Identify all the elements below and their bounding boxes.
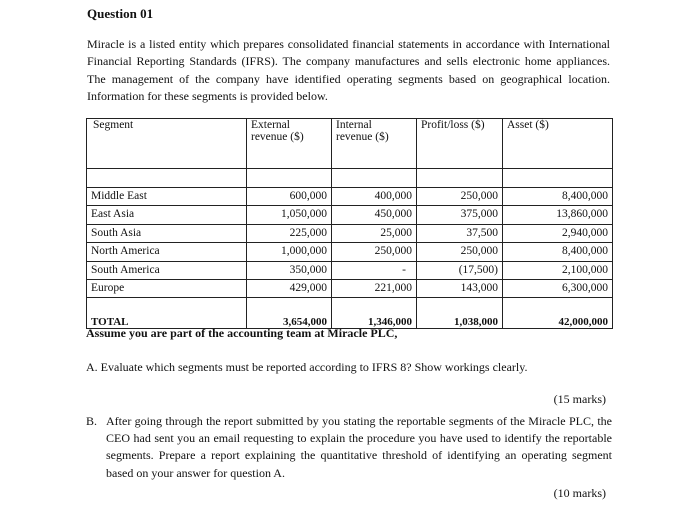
cell-profit: 250,000 [417,188,503,206]
total-internal: 1,346,000 [332,316,417,329]
cell-asset: 8,400,000 [503,188,613,206]
cell-profit: 250,000 [417,243,503,261]
table-row [87,224,613,242]
header-external [247,119,332,169]
cell-segment: Middle East [87,188,247,206]
header-internal-line2: revenue ($) [336,131,389,143]
table-header-row [87,119,613,169]
table-row [87,188,613,206]
cell-internal: 25,000 [332,224,417,242]
cell-asset: 2,100,000 [503,261,613,279]
header-external-line1: External [251,119,290,131]
cell-internal: 400,000 [332,188,417,206]
cell-profit: (17,500) [417,261,503,279]
question-b-marks: (10 marks) [553,486,606,500]
cell-asset: 6,300,000 [503,279,613,297]
question-a-text: Evaluate which segments must be reported according to IFRS 8? Show workings clearly. [100,360,528,374]
cell-external: 350,000 [247,261,332,279]
cell-segment: North America [87,243,247,261]
cell-profit: 375,000 [417,206,503,224]
cell-segment: East Asia [87,206,247,224]
table-row [87,261,613,279]
cell-external: 1,000,000 [247,243,332,261]
intro-paragraph: Miracle is a listed entity which prepares consolidated financial statements in accordance with International Financial Reporting Standards (IFRS). The company manufactures and sells electronic home appliances. The management of the company have identified operating segments based on geographical location. Information for these segments is provided below. [87,37,610,104]
header-segment: Segment [87,119,247,169]
cell-external: 600,000 [247,188,332,206]
cell-asset: 8,400,000 [503,243,613,261]
table-spacer [87,169,613,188]
header-asset: Asset ($) [503,119,613,169]
header-profit: Profit/loss ($) [417,119,503,169]
cell-segment: South Asia [87,224,247,242]
cell-internal: - [332,261,417,279]
table-row [87,279,613,297]
table-row [87,206,613,224]
cell-external: 1,050,000 [247,206,332,224]
question-a-label: A. [86,360,98,374]
question-title: Question 01 [87,6,154,21]
total-asset: 42,000,000 [503,316,613,329]
question-b [86,413,612,482]
cell-profit: 143,000 [417,279,503,297]
cell-internal: 250,000 [332,243,417,261]
assumption-note: Assume you are part of the accounting team at Miracle PLC, [86,326,398,340]
cell-asset: 13,860,000 [503,206,613,224]
total-label: TOTAL [87,316,247,329]
total-profit: 1,038,000 [417,316,503,329]
question-a-marks: (15 marks) [553,392,606,406]
total-external: 3,654,000 [247,316,332,329]
question-a [86,360,527,375]
header-internal [332,119,417,169]
cell-internal: 221,000 [332,279,417,297]
cell-segment: Europe [87,279,247,297]
cell-profit: 37,500 [417,224,503,242]
cell-segment: South America [87,261,247,279]
cell-external: 225,000 [247,224,332,242]
table-row [87,243,613,261]
cell-external: 429,000 [247,279,332,297]
question-b-label: B. [86,414,98,428]
cell-internal: 450,000 [332,206,417,224]
header-external-line2: revenue ($) [251,131,304,143]
header-internal-line1: Internal [336,119,372,131]
cell-asset: 2,940,000 [503,224,613,242]
segment-table [86,118,613,329]
table-gap [87,298,613,317]
question-b-text: After going through the report submitted by you stating the reportable segments of the Miracle PLC, the CEO had sent you an email requesting to explain the procedure you have used to identify the reportable segments. Prepare a report explaining the quantitative threshold of identifying an operating segment based on your answer for question A. [106,414,612,480]
